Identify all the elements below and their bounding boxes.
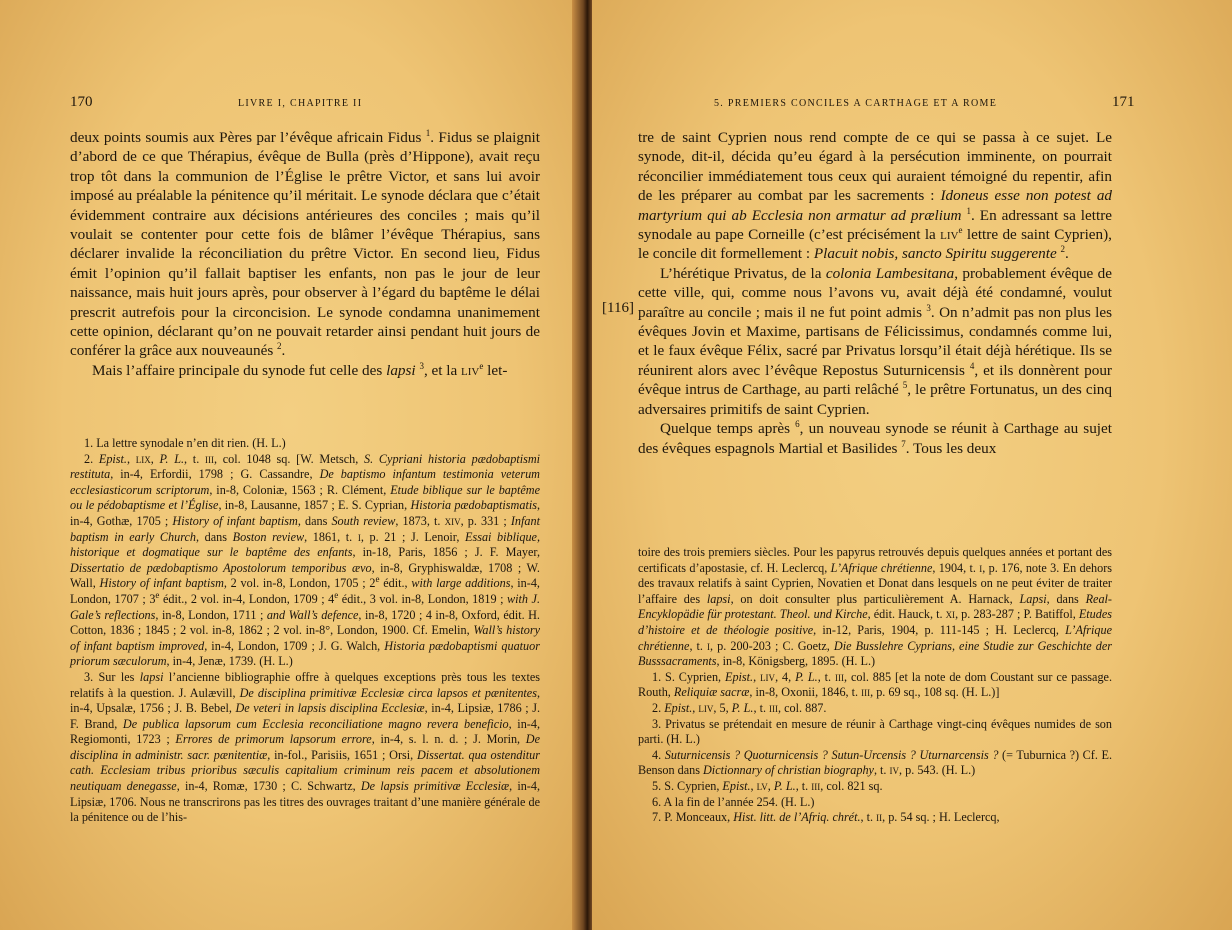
right-footnotes: toire des trois premiers siècles. Pour les papyrus retrouvés depuis quelques années et portant des certificats d’apostasie, cf. H. Leclercq, L’Afrique chrétienne, 1904, t. i, p. 176, note 3. En dehors des travaux relatifs à saint Cyprien, Novatien et Donat dans lesquels on ne peut éviter de traiter l’affaire des lapsi, on doit consulter plus particulièrement A. Harnack, Lapsi, dans Real-Encyklopädie für protestant. Theol. und Kirche, édit. Hauck, t. xi, p. 283-287 ; P. Batiffol, Etudes d’histoire et de théologie positive, in-12, Paris, 1904, p. 111-145 ; H. Leclercq, L’Afrique chrétienne, t. i, p. 200-203 ; C. Goetz, Die Busslehre Cyprians, eine Studie zur Geschichte der Busssacraments, in-8, Königsberg, 1895. (H. L.) 1. S. Cyprien, Epist., liv, 4, P. L., t. iii, col. 885 [et la note de dom Coustant sur ce passage. Routh, Reliquiæ sacræ, in-8, Oxonii, 1846, t. iii, p. 69 sq., 108 sq. (H. L.)] 2. Epist., liv, 5, P. L., t. iii, col. 887. 3. Privatus se prétendait en mesure de réunir à Carthage vingt-cinq évêques numides de son parti. (H. L.) 4. Suturnicensis ? Quoturnicensis ? Sutun-Urcensis ? Uturnarcensis ? (= Tuburnica ?) Cf. E. Benson dans Dictionnary of christian biography, t. iv, p. 543. (H. L.) 5. S. Cyprien, Epist., lv, P. L., t. iii, col. 821 sq. 6. A la fin de l’année 254. (H. L.) 7. P. Monceaux, Hist. litt. de l’Afriq. chrét., t. ii, p. 54 sq. ; H. Leclercq, bbox=[638, 545, 1113, 825]
left-page bbox=[0, 0, 580, 930]
right-running-head: 5. PREMIERS CONCILES A CARTHAGE ET A ROME bbox=[714, 98, 998, 109]
right-page bbox=[592, 0, 1232, 930]
left-header bbox=[0, 94, 580, 118]
right-page-number: 171 bbox=[1112, 94, 1135, 110]
left-running-head: LIVRE I, CHAPITRE II bbox=[238, 98, 363, 109]
left-body-text: deux points soumis aux Pères par l’évêque africain Fidus $^1$. Fidus se plaignit d’abord de ce que Thérapius, évêque de Bulla (près d’Hippone), avait reçu trop tôt dans la communion de l’Église le prêtre Victor, et sans lui avoir imposé au préalable la pénitence qu’il méritait. Le synode déclara que c’était évidemment contraire aux décisions antérieures des conciles ; mais qu’il voulait se contenter pour cette fois de blâmer l’évêque Thérapius, sans déclarer invalide la réconciliation du prêtre Victor. En second lieu, Fidus émit l’opinion qu’il fallait baptiser les enfants, non pas le jour de leur naissance, mais huit jours après, pour observer à l’égard du baptême le délai prescrit autrefois pour la circoncision. Le synode condamna unanimement cette opinion, déclarant qu’on ne pouvait retarder ainsi pendant huit jours de conférer la grâce aux nouveaunés $^2$. Mais l’affaire principale du synode fut celle des lapsi $^3$, et la liv$^e$ let- bbox=[70, 127, 540, 379]
right-header bbox=[592, 94, 1232, 118]
left-footnotes: 1. La lettre synodale n’en dit rien. (H. L.) 2. Epist., lix, P. L., t. iii, col. 1048 sq. [W. Metsch, S. Cypriani historia pædobaptismi restituta, in-4, Erfordii, 1798 ; G. Cassandre, De baptismo infantum testimonia veterum ecclesiasticorum scriptorum, in-8, Coloniæ, 1563 ; R. Clément, Etude biblique sur le baptême ou le pédobaptisme et l’Église, in-8, Lausanne, 1857 ; E. S. Cyprian, Historia pædobaptismatis, in-4, Gothæ, 1705 ; History of infant baptism, dans South review, 1873, t. xiv, p. 331 ; Infant baptism in early Church, dans Boston review, 1861, t. i, p. 21 ; J. Lenoir, Essai biblique, historique et dogmatique sur le baptême des enfants, in-18, Paris, 1856 ; J. F. Mayer, Dissertatio de pædobaptismo Apostolorum temporibus ævo, in-8, Gryphiswaldæ, 1708 ; W. Wall, History of infant baptism, 2 vol. in-8, London, 1705 ; 2e édit., with large additions, in-4, London, 1707 ; 3e édit., 2 vol. in-4, London, 1709 ; 4e édit., 3 vol. in-8, London, 1819 ; with J. Gale’s reflections, in-8, London, 1711 ; and Wall’s defence, in-8, 1720 ; 4 in-8, Oxford, édit. H. Cotton, 1836 ; 1845 ; 2 vol. in-8, 1862 ; 2 vol. in-8°, London, 1900. Cf. Emelin, Wall’s history of infant baptism improved, in-4, London, 1709 ; J. G. Walch, Historia pædobaptismi quatuor priorum sæculorum, in-4, Jenæ, 1739. (H. L.) 3. Sur les lapsi l’ancienne bibliographie offre à quelques exceptions près tous les textes relatifs à la question. J. Aulævill, De disciplina primitivæ Ecclesiæ circa lapsos et pænitentes, in-4, Upsalæ, 1756 ; J. B. Bebel, De veteri in lapsis disciplina Ecclesiæ, in-4, Lipsiæ, 1786 ; J. F. Brand, De publica lapsorum cum Ecclesia reconciliatione magno revera beneficio, in-4, Regiomonti, 1723 ; Errores de primorum lapsorum errore, in-4, s. l. n. d. ; J. Morin, De disciplina in administr. sacr. pænitentiæ, in-fol., Parisiis, 1651 ; Orsi, Dissertat. qua ostenditur cath. Ecclesiam tribus prioribus sæculis capitalium criminum reis pacem et absolutionem neutiquam denegasse, in-4, Romæ, 1730 ; C. Schwartz, De lapsis primitivæ Ecclesiæ, in-4, Lipsiæ, 1706. Nous ne transcrirons pas les titres des ouvrages traitant d’une manière générale de la pénitence ou de l’his- bbox=[70, 436, 541, 825]
margin-page-reference: [116] bbox=[602, 300, 634, 316]
right-body-text: tre de saint Cyprien nous rend compte de ce qui se passa à ce sujet. Le synode, dit-il, décida qu’eu égard à la persécution imminente, on pourrait réconcilier immédiatement tous ceux qui auraient témoigné du repentir, afin de les préparer au combat par les sacrements : Idoneus esse non potest ad martyrium qui ab Ecclesia non armatur ad prælium $^1$. En adressant sa lettre synodale au pape Corneille (c’est précisément la liv$^e$ lettre de saint Cyprien), le concile dit formellement : Placuit nobis, sancto Spiritu suggerente $^2$. L’hérétique Privatus, de la colonia Lambesitana, probablement évêque de cette ville, qui, comme nous l’avons vu, avait déjà été condamné, voulut paraître au concile ; mais il ne fut point admis $^3$. On n’admit pas non plus les évêques Jovin et Maxime, partisans de Félicissimus, condamnés comme lui, et le faux évêque Félix, sacré par Privatus lorsqu’il était déjà hérétique. Ils se réunirent alors avec l’évêque Repostus Suturnicensis $^4$, et ils donnèrent pour évêque intrus de Carthage, au parti relâché $^5$, le prêtre Fortunatus, un des cinq adversaires primitifs de saint Cyprien. Quelque temps après $^6$, un nouveau synode se réunit à Carthage au sujet des évêques espagnols Martial et Basilides $^7$. Tous les deux bbox=[638, 129, 1113, 457]
left-page-number: 170 bbox=[70, 94, 93, 110]
